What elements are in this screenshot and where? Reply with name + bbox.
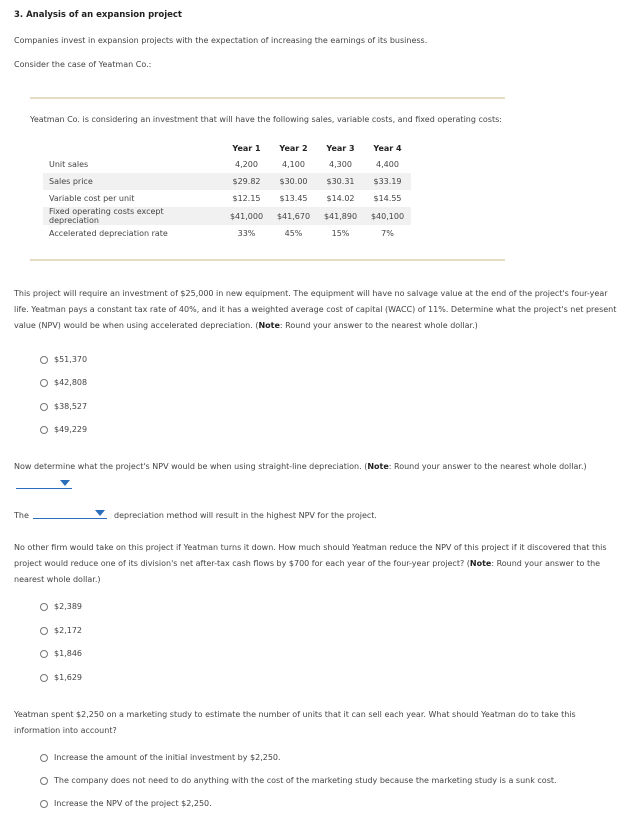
table-row [43, 156, 411, 173]
radio-icon[interactable] [40, 379, 48, 387]
row-label: Fixed operating costs except depreciation [43, 207, 223, 225]
chevron-down-icon[interactable] [95, 510, 105, 516]
question-line: This project will require an investment of $25,000 in new equipment. The equipment will have no salvage value at the end of the project's four-year [14, 289, 608, 298]
radio-icon[interactable] [40, 403, 48, 411]
bottom-rule [30, 259, 505, 261]
question-npv-reduction [14, 540, 629, 588]
radio-icon[interactable] [40, 777, 48, 785]
table-cell: $41,890 [317, 207, 364, 225]
table-cell: 4,200 [235, 160, 258, 169]
table-cell: $14.55 [373, 194, 402, 203]
radio-icon[interactable] [40, 627, 48, 635]
table-cell: 33% [237, 229, 256, 238]
reduction-option[interactable]: $1,846 [40, 649, 82, 658]
depreciation-statement: depreciation method will result in the highest NPV for the project. [114, 511, 377, 520]
case-text: Consider the case of Yeatman Co.: [14, 60, 152, 69]
table-cell: 4,300 [329, 160, 352, 169]
chevron-down-icon[interactable] [60, 480, 70, 486]
intro-text: Companies invest in expansion projects with the expectation of increasing the earnings of its business. [14, 36, 428, 45]
reduction-option[interactable]: $1,629 [40, 673, 82, 682]
reduction-option[interactable]: $2,172 [40, 626, 82, 635]
question-npv-accelerated [14, 286, 629, 334]
radio-icon[interactable] [40, 603, 48, 611]
section-title: 3. Analysis of an expansion project [14, 10, 182, 20]
table-row [43, 207, 411, 225]
row-label: Accelerated depreciation rate [49, 229, 168, 238]
row-label: Sales price [43, 173, 223, 190]
table-header: Year 3 [326, 143, 355, 153]
npv-option[interactable]: $38,527 [40, 402, 87, 411]
marketing-option[interactable]: Increase the amount of the initial investment by $2,250. [40, 753, 281, 762]
npv-option[interactable]: $51,370 [40, 355, 87, 364]
top-rule [30, 97, 505, 99]
radio-icon[interactable] [40, 356, 48, 364]
npv-straight-line-dropdown[interactable] [16, 478, 72, 489]
table-row [43, 190, 411, 207]
table-cell: $41,000 [223, 207, 270, 225]
radio-icon[interactable] [40, 754, 48, 762]
row-label: Variable cost per unit [49, 194, 135, 203]
npv-option[interactable]: $42,808 [40, 378, 87, 387]
the-label: The [14, 511, 29, 520]
table-header [43, 140, 223, 156]
table-header: Year 1 [232, 143, 261, 153]
table-cell: 15% [331, 229, 350, 238]
table-cell: $30.00 [270, 173, 317, 190]
table-row [43, 225, 411, 242]
table-cell: $29.82 [223, 173, 270, 190]
table-row [43, 173, 411, 190]
row-label: Unit sales [49, 160, 89, 169]
table-intro: Yeatman Co. is considering an investment that will have the following sales, variable costs, and fixed operating costs: [30, 115, 502, 124]
table-cell: $13.45 [279, 194, 308, 203]
table-cell: $41,670 [270, 207, 317, 225]
radio-icon[interactable] [40, 650, 48, 658]
marketing-option[interactable]: The company does not need to do anything with the cost of the marketing study because the marketing study is a sunk cost. [40, 776, 557, 785]
table-cell: $12.15 [232, 194, 261, 203]
table-header-row [43, 140, 411, 156]
question-line: Yeatman spent $2,250 on a marketing study to estimate the number of units that it can sell each year. What should Yeatman do to take this [14, 710, 576, 719]
marketing-option[interactable]: Increase the NPV of the project $2,250. [40, 799, 212, 808]
question-line: project would reduce one of its division's net after-tax cash flows by $700 for each year of the four-year project? (Note: Round your answer to the [14, 559, 601, 568]
question-line: information into account? [14, 726, 117, 735]
question-npv-straight-line: Now determine what the project's NPV would be when using straight-line depreciation. (Note: Round your answer to the nearest whole dollar.) [14, 462, 587, 471]
table-header: Year 4 [373, 143, 402, 153]
question-line: No other firm would take on this project if Yeatman turns it down. How much should Yeatman reduce the NPV of this project if it discovered that this [14, 543, 607, 552]
table-cell: 4,400 [376, 160, 399, 169]
question-line: life. Yeatman pays a constant tax rate of 40%, and it has a weighted average cost of capital (WACC) of 11%. Determine what the project's net present [14, 305, 617, 314]
table-cell: 4,100 [282, 160, 305, 169]
radio-icon[interactable] [40, 674, 48, 682]
depreciation-method-dropdown[interactable] [33, 508, 107, 519]
table-cell: $40,100 [364, 207, 411, 225]
question-line: nearest whole dollar.) [14, 575, 101, 584]
table-cell: $33.19 [364, 173, 411, 190]
npv-option[interactable]: $49,229 [40, 425, 87, 434]
reduction-option[interactable]: $2,389 [40, 602, 82, 611]
table-cell: $30.31 [317, 173, 364, 190]
question-line: value (NPV) would be when using accelerated depreciation. (Note: Round your answer to the nearest whole dollar.) [14, 321, 478, 330]
radio-icon[interactable] [40, 800, 48, 808]
radio-icon[interactable] [40, 426, 48, 434]
question-marketing-study [14, 707, 629, 739]
cost-table [43, 140, 411, 242]
table-cell: 45% [284, 229, 303, 238]
table-cell: 7% [381, 229, 394, 238]
table-cell: $14.02 [326, 194, 355, 203]
table-header: Year 2 [279, 143, 308, 153]
